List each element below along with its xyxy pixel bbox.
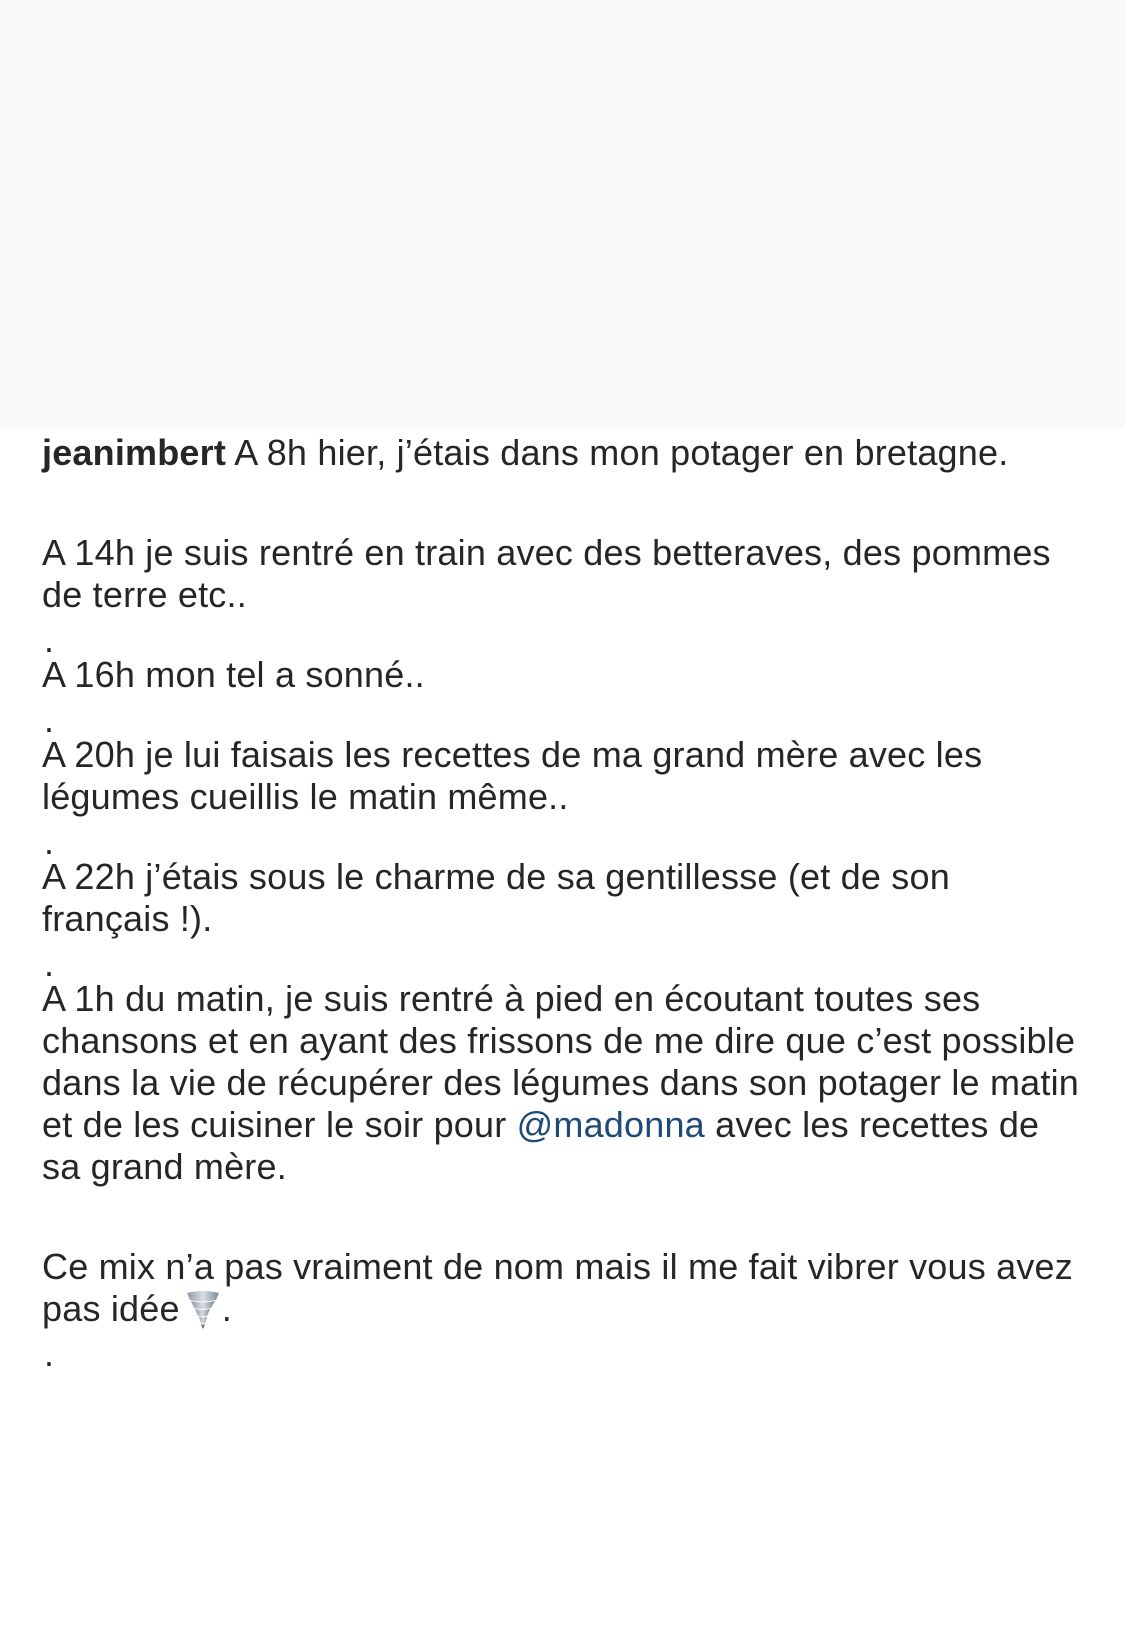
post-caption [42,432,1082,1374]
mix-text: Ce mix n’a pas vraiment de nom mais il me fait vibrer vous avez pas idée [42,1246,1073,1329]
dot-separator: . [44,699,55,740]
caption-line-20h: A 20h je lui faisais les recettes de ma grand mère avec les légumes cueillis le matin même.. [42,734,983,817]
dot-separator: . [44,943,55,984]
dot-separator: . [44,1333,55,1374]
mix-end: . [221,1288,232,1329]
intro-text: A 8h hier, j’étais dans mon potager en bretagne. [226,432,1009,473]
tornado-icon [186,1289,220,1329]
username-link[interactable]: jeanimbert [42,432,227,473]
caption-mix-line [42,1246,1082,1330]
tornado-icon-graphic [186,1289,220,1329]
media-placeholder [0,0,1125,428]
dot-separator: . [44,619,55,660]
line-1h-end: avec les recettes de sa grand mère. [42,1104,1040,1187]
spacer [42,474,1082,532]
mention-link[interactable]: @madonna [516,1104,705,1145]
caption-line-14h: A 14h je suis rentré en train avec des betteraves, des pommes de terre etc.. [42,532,1051,615]
caption-line-1h [42,978,1082,1188]
dot-separator: . [44,821,55,862]
line-1h-text: A 1h du matin, je suis rentré à pied en écoutant toutes ses chansons et en ayant des frissons de me dire que c’est possible dans la vie de récupérer des légumes dans son potager le matin et de les cuisiner le soir pour [42,978,1080,1145]
spacer [42,1188,1082,1246]
caption-intro [42,432,1082,474]
caption-line-16h: A 16h mon tel a sonné.. [42,654,425,695]
caption-line-22h: A 22h j’étais sous le charme de sa gentillesse (et de son français !). [42,856,950,939]
